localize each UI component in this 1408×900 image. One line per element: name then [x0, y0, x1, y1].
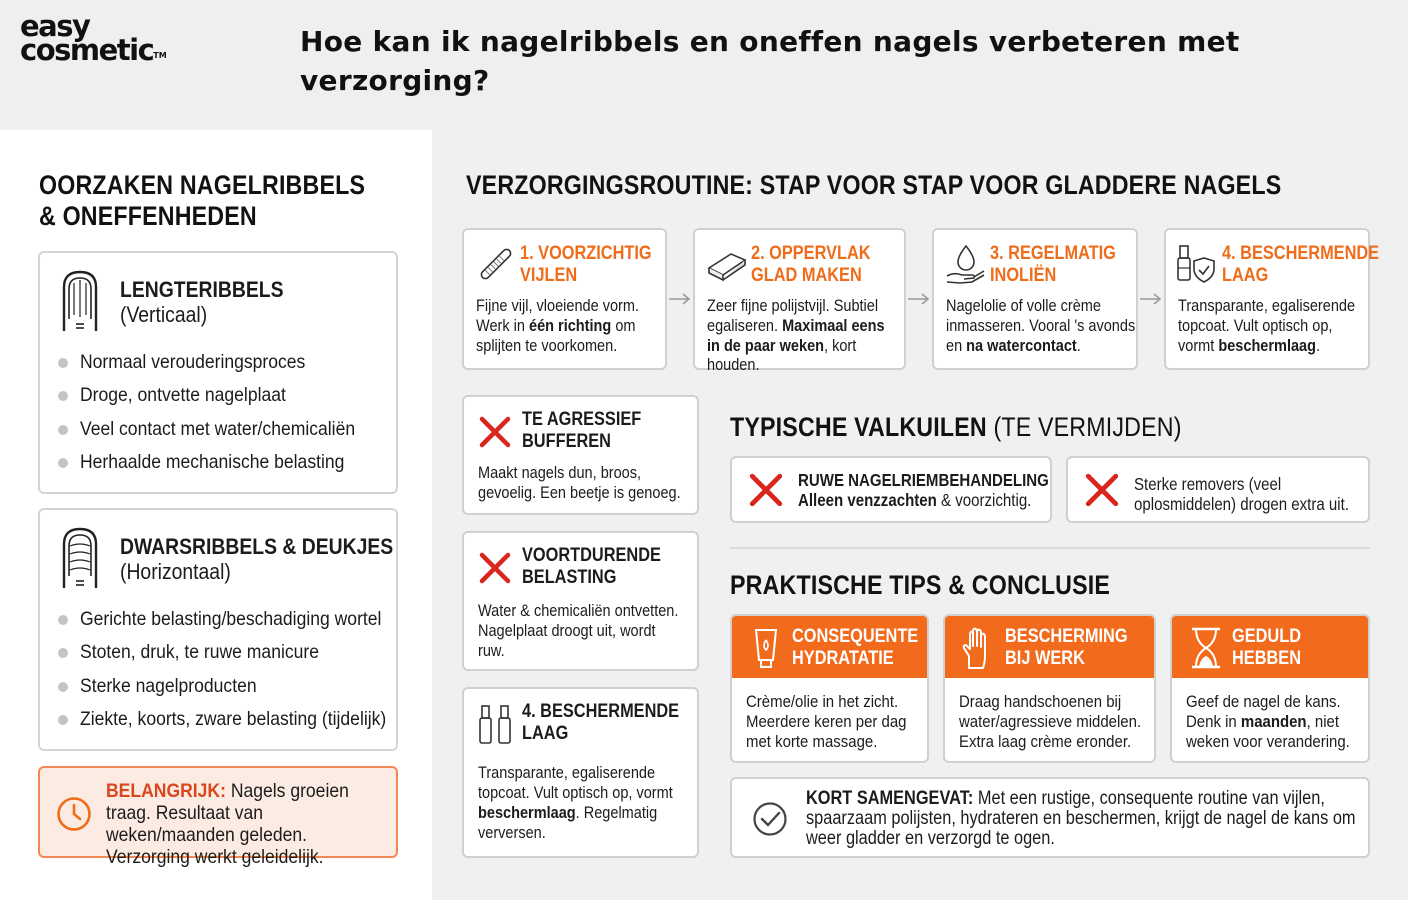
- step-title: 4. BESCHERMENDE LAAG: [1222, 243, 1380, 286]
- tip-title: CONSEQUENTE HYDRATATIE: [792, 626, 919, 669]
- cause-list: [58, 606, 420, 740]
- causes-heading: [39, 170, 366, 232]
- pitfall-card-bufferen: [462, 395, 699, 515]
- cause-title: LENGTERIBBELS: [120, 277, 284, 302]
- nail-crosswise-icon: [60, 526, 100, 590]
- section-divider: [730, 547, 1370, 549]
- hourglass-icon: [1188, 626, 1224, 670]
- brand-line-1: easy: [20, 9, 90, 43]
- tip-title: BESCHERMING BIJ WERK: [1005, 626, 1128, 669]
- list-item: Droge, ontvette nagelplaat: [58, 382, 386, 415]
- clock-icon: [56, 796, 92, 832]
- tip-header: [732, 616, 927, 678]
- tip-body: Draag handschoenen bij water/agressieve middelen. Extra laag crème eronder.: [959, 692, 1142, 751]
- page-title: Hoe kan ik nagelribbels en oneffen nagels verbeteren met verzorging?: [300, 25, 1240, 97]
- nail-polish-bottles-icon: [478, 703, 514, 747]
- cause-list: [58, 349, 386, 483]
- list-item: Herhaalde mechanische belasting: [58, 449, 386, 482]
- cause-card-lengteribbels: [38, 251, 398, 494]
- brand-line-2: cosmetic: [20, 33, 154, 67]
- tip-header: [1172, 616, 1368, 678]
- cause-subtitle: (Verticaal): [120, 302, 208, 327]
- tip-card-hydratatie: [730, 614, 929, 763]
- causes-panel: [0, 130, 432, 900]
- step-body: Transparante, egaliserende topcoat. Vult optisch op, vormt beschermlaag.: [1178, 297, 1356, 355]
- step-body: Zeer fijne polijstvijl. Subtiel egaliseren. Maximaal eens in de paar weken, kort houden.: [707, 297, 885, 375]
- tip-card-geduld: [1170, 614, 1370, 763]
- check-circle-icon: [752, 801, 788, 837]
- list-item: Normaal verouderingsproces: [58, 349, 386, 382]
- pitfall-title: TE AGRESSIEF BUFFEREN: [522, 409, 642, 452]
- cream-tube-icon: [748, 626, 784, 670]
- causes-heading-line-1: OORZAKEN NAGELRIBBELS: [39, 170, 366, 200]
- valkuil-nagelriem: [730, 456, 1052, 523]
- red-x-icon: [748, 472, 784, 508]
- step-card-1: [462, 228, 667, 370]
- tip-card-bescherming: [943, 614, 1156, 763]
- list-item: Stoten, druk, te ruwe manicure: [58, 639, 420, 672]
- nail-file-icon: [474, 242, 518, 286]
- trademark: TM: [153, 51, 167, 60]
- tip-header: [945, 616, 1154, 678]
- summary-text: KORT SAMENGEVAT: Met een rustige, consequente routine van vijlen, spaarzaam polijsten, hydrateren en beschermen, krijgt de nagel de kans om weer gladder en verzorgd te ogen.: [806, 788, 1356, 849]
- tip-body: Crème/olie in het zicht. Meerdere keren per dag met korte massage.: [746, 692, 907, 751]
- red-x-icon: [478, 551, 512, 585]
- pitfall-title: 4. BESCHERMENDE LAAG: [522, 701, 680, 744]
- important-text: BELANGRIJK: Nagels groeien traag. Resultaat van weken/maanden geleden. Verzorging werkt geleidelijk.: [106, 780, 349, 868]
- page-header: [0, 0, 1408, 130]
- pitfall-title: VOORTDURENDE BELASTING: [522, 545, 661, 588]
- step-body: Nagelolie of volle crème inmasseren. Vooral 's avonds en na watercontact.: [946, 297, 1136, 355]
- summary-box: [730, 777, 1370, 858]
- arrow-right-icon: [1138, 292, 1164, 306]
- pitfall-card-beschermende-laag: [462, 687, 699, 858]
- cause-subtitle: (Horizontaal): [120, 559, 231, 584]
- glove-icon: [961, 626, 997, 670]
- tips-heading: PRAKTISCHE TIPS & CONCLUSIE: [730, 570, 1111, 600]
- causes-heading-line-2: & ONEFFENHEDEN: [39, 201, 257, 231]
- red-x-icon: [1084, 472, 1120, 508]
- cause-card-dwarsribbels: [38, 508, 398, 751]
- polish-shield-icon: [1176, 242, 1220, 286]
- valkuil-text: Sterke removers (veel oplosmiddelen) drogen extra uit.: [1134, 474, 1350, 514]
- pitfall-body: Maakt nagels dun, broos, gevoelig. Een beetje is genoeg.: [478, 464, 681, 502]
- oil-drop-hand-icon: [944, 242, 988, 286]
- step-title: 1. VOORZICHTIG VIJLEN: [520, 243, 652, 286]
- step-title: 3. REGELMATIG INOLIËN: [990, 243, 1116, 286]
- routine-heading: VERZORGINGSROUTINE: STAP VOOR STAP VOOR GLADDERE NAGELS: [466, 170, 1282, 200]
- brand-logo[interactable]: [20, 9, 167, 67]
- tip-body: Geef de nagel de kans. Denk in maanden, niet weken voor verandering.: [1186, 692, 1350, 751]
- step-card-3: [932, 228, 1138, 370]
- step-body: Fijne vijl, vloeiende vorm. Werk in één richting om splijten te voorkomen.: [476, 297, 640, 355]
- red-x-icon: [478, 415, 512, 449]
- nail-lengthwise-icon: [60, 269, 100, 333]
- cause-title: DWARSRIBBELS & DEUKJES: [120, 534, 394, 559]
- arrow-right-icon: [667, 292, 693, 306]
- pitfall-body: Water & chemicaliën ontvetten. Nagelplaat droogt uit, wordt ruw.: [478, 602, 679, 660]
- step-title: 2. OPPERVLAK GLAD MAKEN: [751, 243, 871, 286]
- list-item: Veel contact met water/chemicaliën: [58, 416, 386, 449]
- arrow-right-icon: [906, 292, 932, 306]
- list-item: Sterke nagelproducten: [58, 673, 420, 706]
- valkuil-removers: [1066, 456, 1370, 523]
- list-item: Ziekte, koorts, zware belasting (tijdelijk): [58, 706, 420, 739]
- important-note: [38, 766, 398, 868]
- step-card-4: [1164, 228, 1380, 370]
- pitfall-card-belasting: [462, 531, 699, 671]
- buffer-block-icon: [705, 242, 749, 286]
- valkuil-text: RUWE NAGELRIEMBEHANDELING Alleen venzzachten & voorzichtig.: [798, 470, 1049, 510]
- list-item: Gerichte belasting/beschadiging wortel: [58, 606, 420, 639]
- pitfall-body: Transparante, egaliserende topcoat. Vult optisch op, vormt beschermlaag. Regelmatig verversen.: [478, 764, 673, 842]
- step-card-2: [693, 228, 906, 375]
- valkuilen-heading: TYPISCHE VALKUILEN (TE VERMIJDEN): [730, 412, 1182, 442]
- tip-title: GEDULD HEBBEN: [1232, 626, 1302, 669]
